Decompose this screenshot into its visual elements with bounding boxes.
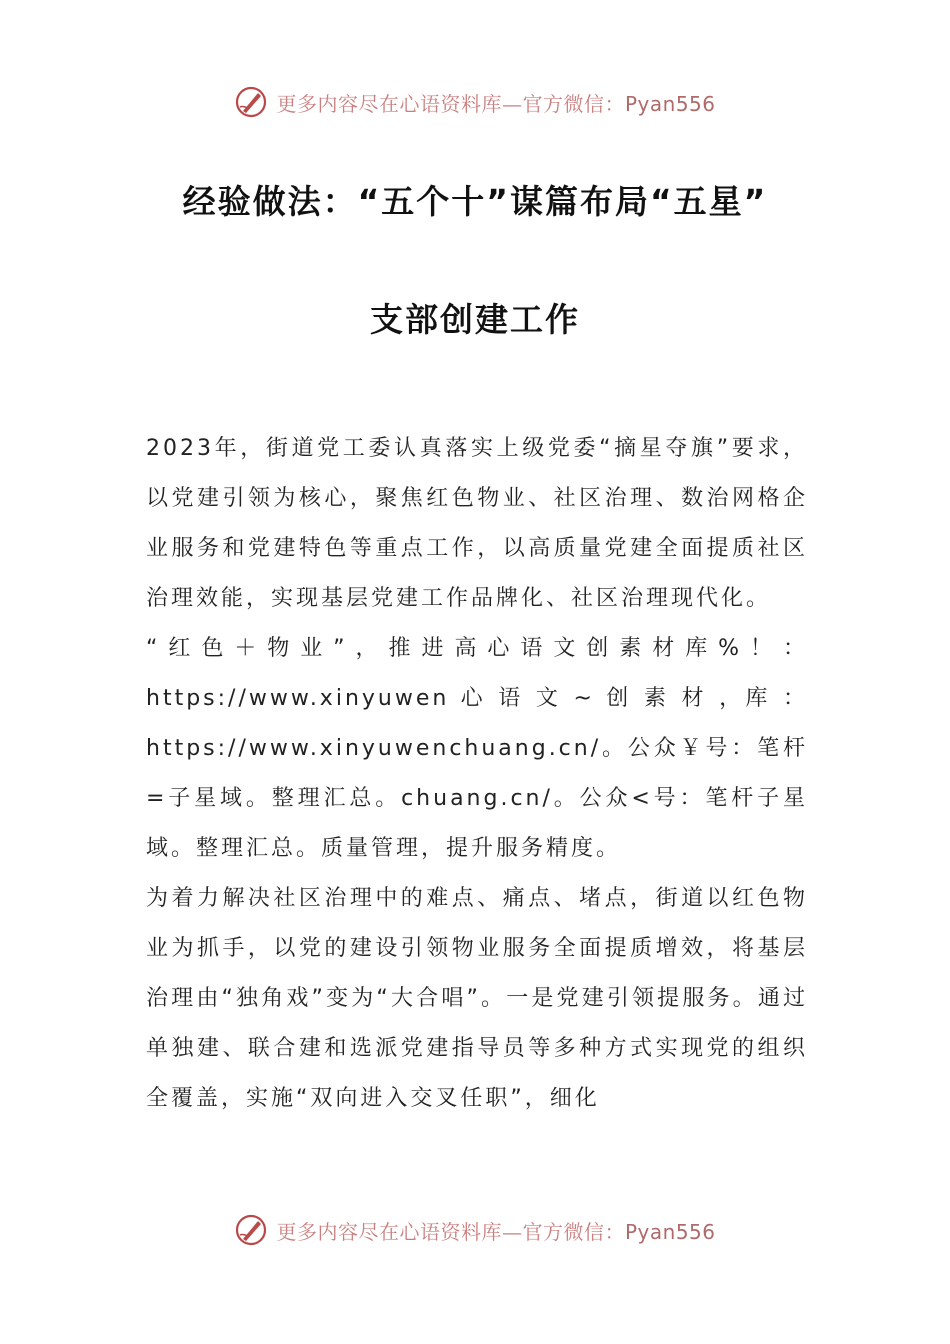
watermark-text bbox=[276, 1216, 715, 1245]
header-watermark bbox=[0, 80, 950, 124]
quill-logo-icon bbox=[234, 1213, 268, 1247]
paragraph: 2023年，街道党工委认真落实上级党委“摘星夺旗”要求，以党建引领为核心，聚焦红色物业、社区治理、数治网格企业服务和党建特色等重点工作，以高质量党建全面提质社区治理效能，实现基层党建工作品牌化、社区治理现代化。 bbox=[146, 436, 808, 611]
paragraph: “红色＋物业”，推进高心语文创素材库%！：https://www.xinyuwen 心 语 文 ~ 创 素 材 ，库 ： https://www.xinyuwenchuang.cn/。公众￥号：笔杆=子星域。整理汇总。chuang.cn/。公众<号：笔杆子星域。整理汇总。质量管理，提升服务精度。 bbox=[146, 636, 808, 861]
watermark-text bbox=[276, 88, 715, 117]
watermark-id: Pyan556 bbox=[624, 1219, 716, 1244]
watermark-id: Pyan556 bbox=[624, 91, 716, 116]
footer-watermark bbox=[0, 1208, 950, 1252]
paragraph: 为着力解决社区治理中的难点、痛点、堵点，街道以红色物业为抓手，以党的建设引领物业服务全面提质增效，将基层治理由“独角戏”变为“大合唱”。一是党建引领提服务。通过单独建、联合建和选派党建指导员等多种方式实现党的组织全覆盖，实施“双向进入交叉任职”，细化 bbox=[146, 886, 808, 1111]
document-title-line1: 经验做法：“五个十”谋篇布局“五星” bbox=[182, 182, 768, 221]
watermark-official: 官方微信： bbox=[522, 91, 625, 116]
document-title-line2: 支部创建工作 bbox=[370, 300, 580, 339]
watermark-sep: — bbox=[501, 91, 523, 116]
quill-logo-icon bbox=[234, 85, 268, 119]
document-body bbox=[146, 424, 808, 1124]
watermark-main: 更多内容尽在心语资料库 bbox=[276, 1219, 502, 1244]
watermark-sep: — bbox=[501, 1219, 523, 1244]
watermark-official: 官方微信： bbox=[522, 1219, 625, 1244]
watermark-main: 更多内容尽在心语资料库 bbox=[276, 91, 502, 116]
